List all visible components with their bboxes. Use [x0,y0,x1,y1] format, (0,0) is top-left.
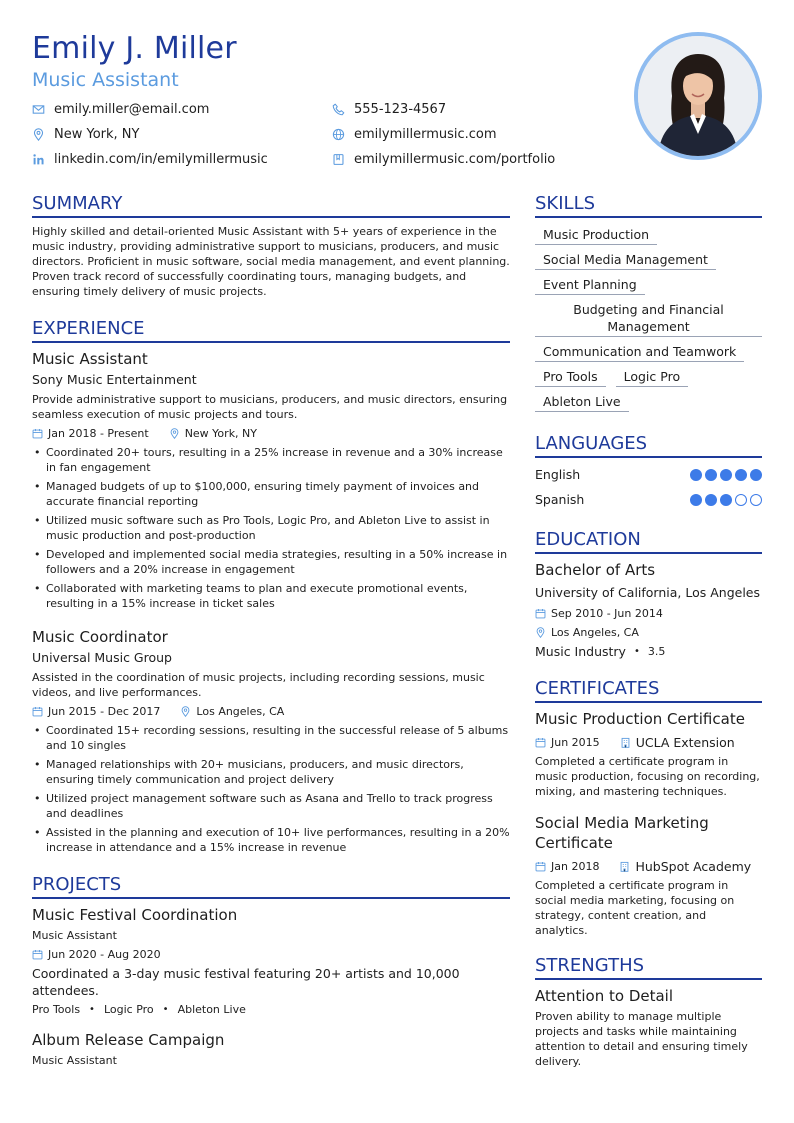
certificate-date: Jun 2015 [551,736,600,749]
certificate-description: Completed a certificate program in music production, focusing on recording, mixing, and mastering techniques. [535,755,760,798]
education-location: Los Angeles, CA [551,626,639,639]
bullet-item: • Managed relationships with 20+ musicians, producers, and music directors, ensuring timely communication and project delivery [32,757,510,787]
level-dot-filled [735,469,747,481]
project-tag: Pro Tools [32,1003,81,1016]
contact-website-text: emilymillermusic.com [354,127,497,142]
contact-phone[interactable] [332,100,592,119]
experience-section [32,317,510,855]
certificate-meta [535,735,762,750]
project-name: Album Release Campaign [32,1031,225,1049]
bullet-item: • Developed and implemented social media strategies, resulting in a 50% increase in followers and a 20% increase in engagement [32,547,510,577]
project-dates: Jun 2020 - Aug 2020 [48,948,161,961]
envelope-icon [32,103,45,116]
job-company: Sony Music Entertainment [32,372,197,387]
job-entry [32,349,510,611]
language-level-dots [690,469,762,481]
right-column [535,192,762,1083]
bullet-item: • Managed budgets of up to $100,000, ensuring timely payment of invoices and accurate financial reporting [32,479,510,509]
bullet-item: • Coordinated 20+ tours, resulting in a 25% increase in revenue and a 30% increase in fan engagement [32,445,510,475]
contact-location [32,125,332,144]
skill-tag: Ableton Live [535,391,629,412]
summary-section [32,192,510,299]
job-bullets [32,445,510,611]
location-pin-icon [32,128,45,141]
left-column [32,192,510,1082]
location-pin-icon [180,706,191,717]
job-dates: Jun 2015 - Dec 2017 [48,705,161,718]
summary-heading: SUMMARY [32,192,510,218]
certificates-section [535,677,762,938]
contact-email-text: emily.miller@email.com [54,102,210,117]
skill-tag: Logic Pro [616,366,688,387]
calendar-icon [32,706,43,717]
language-name: Spanish [535,492,585,507]
institution-icon [619,861,630,872]
job-description: Provide administrative support to musicians, producers, and music directors, ensuring seamless execution of music projects and tours. [32,393,508,421]
job-meta [32,704,510,719]
job-role: Music Assistant [32,350,148,368]
location-pin-icon [535,627,546,638]
project-name: Music Festival Coordination [32,906,238,924]
skill-tag: Event Planning [535,274,645,295]
languages-heading: LANGUAGES [535,432,762,458]
skill-tag: Music Production [535,224,657,245]
experience-heading: EXPERIENCE [32,317,510,343]
strength-name: Attention to Detail [535,987,674,1005]
candidate-title: Music Assistant [32,69,179,91]
job-role: Music Coordinator [32,628,168,646]
certificate-description: Completed a certificate program in social media marketing, focusing on strategy, content creation, and analytics. [535,879,735,937]
contact-portfolio-text: emilymillermusic.com/portfolio [354,152,556,167]
languages-section [535,432,762,512]
contact-list [32,100,592,169]
job-location: New York, NY [184,427,257,440]
project-meta [32,947,510,962]
project-description: Coordinated a 3-day music festival featuring 20+ artists and 10,000 attendees. [32,966,460,998]
globe-icon [332,128,345,141]
certificate-entry [535,813,762,938]
education-section [535,528,762,659]
bullet-item: • Assisted in the planning and execution of 10+ live performances, resulting in a 20% increase in attendance and a 15% increase in revenue [32,825,510,855]
calendar-icon [535,737,546,748]
certificate-date: Jan 2018 [551,860,600,873]
certificate-name: Social Media Marketing Certificate [535,814,709,852]
strength-description: Proven ability to manage multiple projects and tasks while maintaining attention to detail and ensuring timely delivery. [535,1010,748,1068]
contact-website[interactable] [332,125,592,144]
level-dot-filled [750,469,762,481]
education-degree: Bachelor of Arts [535,561,656,579]
contact-linkedin-text: linkedin.com/in/emilymillermusic [54,152,268,167]
job-dates: Jan 2018 - Present [48,427,149,440]
contact-email[interactable] [32,100,332,119]
bullet-item: • Utilized music software such as Pro Tools, Logic Pro, and Ableton Live to assist in music production and post-production [32,513,510,543]
summary-text: Highly skilled and detail-oriented Music Assistant with 5+ years of experience in the music industry, providing administrative support to musicians, producers, and music directors. Proficient in music software, social media management, and event planning. Proven track record of successfully coordinating tours, managing budgets, and ensuring timely delivery of music projects. [32,225,510,298]
strengths-section [535,954,762,1069]
education-dates-row [535,606,762,621]
level-dot-empty [735,494,747,506]
skills-list [535,224,762,416]
institution-icon [620,737,631,748]
skills-heading: SKILLS [535,192,762,218]
language-row [535,487,762,512]
candidate-name: Emily J. Miller [32,31,237,66]
skill-tag: Budgeting and Financial Management [535,299,762,337]
projects-section [32,873,510,1068]
certificates-heading: CERTIFICATES [535,677,762,703]
project-entry [32,905,510,1016]
project-tags [32,1003,510,1016]
education-school: University of California, Los Angeles [535,585,761,600]
skills-section [535,192,762,416]
job-location: Los Angeles, CA [196,705,285,718]
profile-photo [634,32,762,160]
job-meta [32,426,510,441]
separator-dot: • [633,646,640,657]
bookmark-icon [332,153,345,166]
level-dot-filled [720,469,732,481]
level-dot-empty [750,494,762,506]
bullet-item: • Coordinated 15+ recording sessions, resulting in the successful release of 5 albums and 10 singles [32,723,510,753]
calendar-icon [535,608,546,619]
language-level-dots [690,494,762,506]
level-dot-filled [720,494,732,506]
skill-tag: Pro Tools [535,366,606,387]
level-dot-filled [690,469,702,481]
certificate-issuer: HubSpot Academy [635,859,752,874]
job-description: Assisted in the coordination of music projects, including recording sessions, music videos, and live performances. [32,671,485,699]
skill-tag: Communication and Teamwork [535,341,744,362]
certificate-meta [535,859,762,874]
portrait-illustration [638,36,758,156]
education-field-row [535,644,762,659]
project-tag: Logic Pro [103,1003,154,1016]
project-role: Music Assistant [32,929,117,942]
projects-heading: PROJECTS [32,873,510,899]
language-row [535,462,762,487]
location-pin-icon [169,428,180,439]
education-gpa: 3.5 [647,645,666,658]
skill-tag: Social Media Management [535,249,716,270]
certificate-issuer: UCLA Extension [635,735,735,750]
education-field: Music Industry [535,644,626,659]
bullet-item: • Utilized project management software such as Asana and Trello to track progress and deadlines [32,791,510,821]
level-dot-filled [690,494,702,506]
resume-header [32,30,592,169]
calendar-icon [535,861,546,872]
calendar-icon [32,428,43,439]
contact-phone-text: 555-123-4567 [354,102,447,117]
job-bullets [32,723,510,855]
contact-linkedin[interactable] [32,150,332,169]
calendar-icon [32,949,43,960]
education-location-row [535,625,762,640]
tag-separator: • [162,1004,169,1015]
job-company: Universal Music Group [32,650,172,665]
certificate-name: Music Production Certificate [535,710,745,728]
project-entry [32,1030,510,1068]
phone-icon [332,103,345,116]
education-heading: EDUCATION [535,528,762,554]
level-dot-filled [705,494,717,506]
language-name: English [535,467,581,482]
certificate-entry [535,709,762,799]
strengths-heading: STRENGTHS [535,954,762,980]
project-tag: Ableton Live [177,1003,246,1016]
level-dot-filled [705,469,717,481]
job-entry [32,627,510,855]
tag-separator: • [89,1004,95,1015]
linkedin-icon [32,153,45,166]
contact-location-text: New York, NY [54,127,140,142]
contact-portfolio[interactable] [332,150,592,169]
bullet-item: • Collaborated with marketing teams to plan and execute promotional events, resulting in a 15% increase in ticket sales [32,581,510,611]
project-role: Music Assistant [32,1054,117,1067]
education-dates: Sep 2010 - Jun 2014 [551,607,663,620]
